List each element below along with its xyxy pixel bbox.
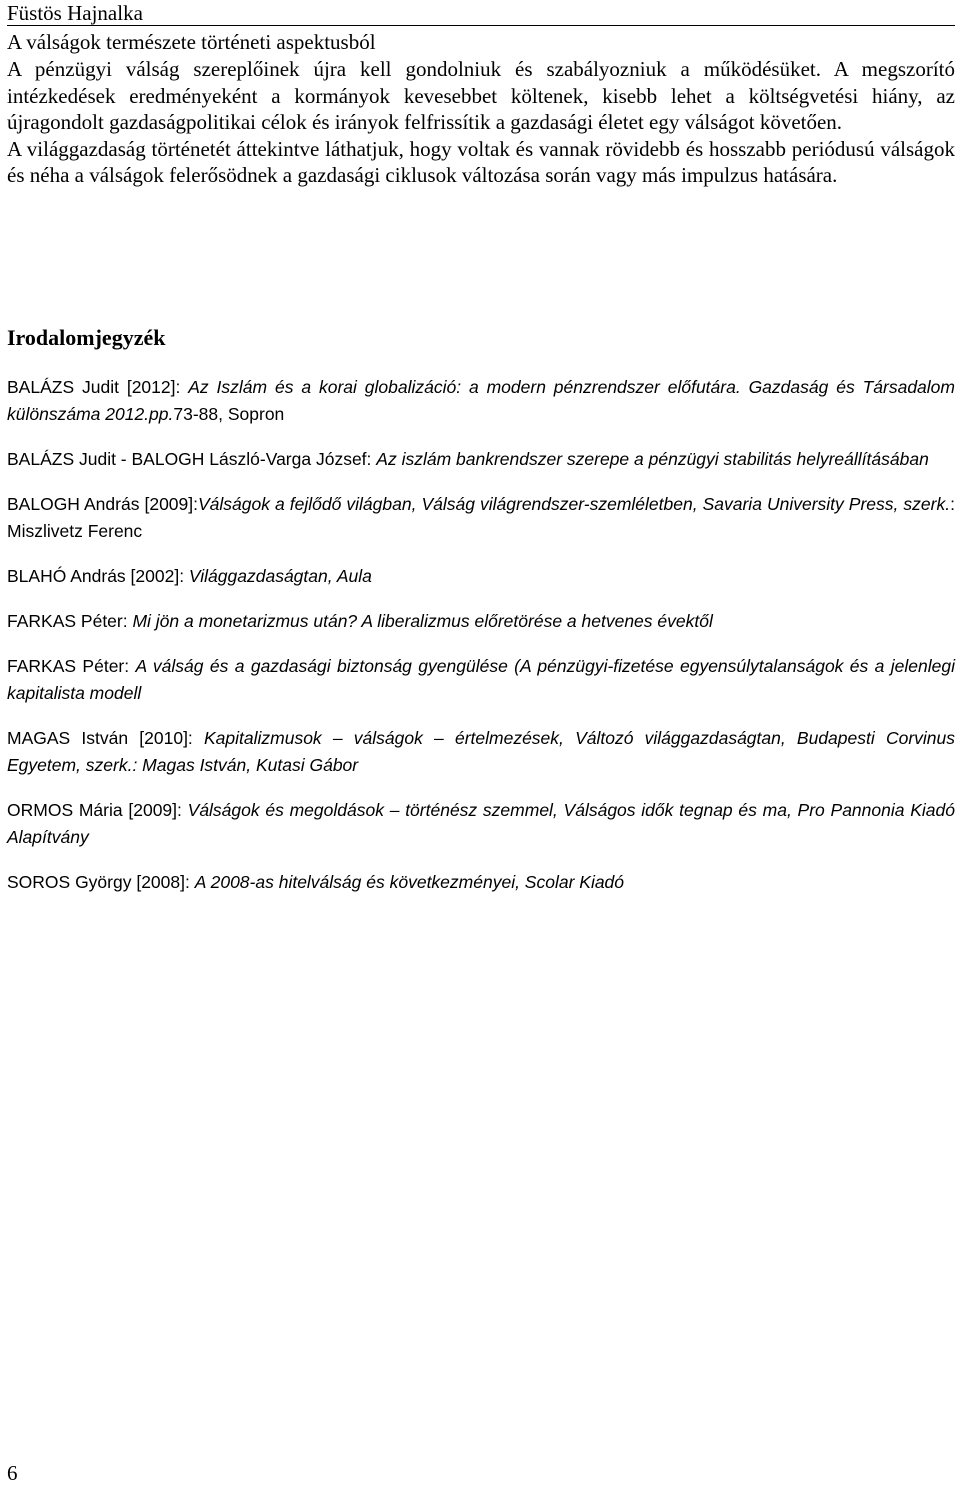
entry-title: A válság és a gazdasági biztonság gyengülése (A pénzügyi-fizetése egyensúlytalanságok és a jelenlegi kapitalista modell: [7, 656, 955, 703]
entry-author: MAGAS István [2010]:: [7, 728, 204, 748]
entry-author: BALÁZS Judit [2012]:: [7, 377, 189, 397]
entry-author: ORMOS Mária [2009]:: [7, 800, 188, 820]
running-header-author: Füstös Hajnalka: [7, 0, 955, 26]
bibliography-heading: Irodalomjegyzék: [7, 325, 166, 350]
bibliography-entry: [7, 725, 955, 779]
bibliography-entry: [7, 797, 955, 851]
entry-title: Világgazdaságtan, Aula: [188, 566, 372, 586]
bibliography-entry: [7, 608, 955, 635]
entry-details: 73-88, Sopron: [173, 404, 285, 424]
body-paragraph-2: A világgazdaság történetét áttekintve láthatjuk, hogy voltak és vannak rövidebb és hosszabb periódusú válságok és néha a válságok felerősödnek a gazdasági ciklusok változása során vagy más impulzus hatására.: [7, 136, 955, 187]
bibliography-entry: [7, 563, 955, 590]
entry-author: BLAHÓ András [2002]:: [7, 566, 189, 586]
entry-title: Az iszlám bankrendszer szerepe a pénzügyi stabilitás helyreállításában: [376, 449, 929, 469]
entry-title: Kapitalizmusok – válságok – értelmezések, Változó világgazdaságtan, Budapesti Corvinus Egyetem, szerk.: Magas István, Kutasi Gábor: [7, 728, 955, 775]
page-number: 6: [7, 1461, 18, 1485]
bibliography-entry: [7, 374, 955, 428]
bibliography-entry: [7, 653, 955, 707]
entry-author: BALÁZS Judit - BALOGH László-Varga József:: [7, 449, 377, 469]
entry-title: Válságok a fejlődő világban, Válság világrendszer-szemléletben, Savaria University Press, szerk.: [198, 494, 951, 514]
bibliography-list: [7, 374, 955, 914]
entry-details: : Miszlivetz Ferenc: [7, 494, 955, 541]
entry-author: BALOGH András [2009]:: [7, 494, 198, 514]
entry-author: FARKAS Péter:: [7, 611, 133, 631]
entry-author: SOROS György [2008]:: [7, 872, 195, 892]
entry-title: Válságok és megoldások – történész szemmel, Válságos idők tegnap és ma, Pro Pannonia Kiadó Alapítvány: [7, 800, 955, 847]
bibliography-entry: [7, 869, 955, 896]
entry-title: Mi jön a monetarizmus után? A liberalizmus előretörése a hetvenes évektől: [132, 611, 713, 631]
bibliography-entry: [7, 446, 955, 473]
bibliography-entry: [7, 491, 955, 545]
entry-title: A 2008-as hitelválság és következményei, Scolar Kiadó: [194, 872, 625, 892]
running-header-title: A válságok természete történeti aspektusból: [7, 30, 376, 54]
body-paragraph-1: A pénzügyi válság szereplőinek újra kell gondolniuk és szabályozniuk a működésüket. A megszorító intézkedések eredményeként a kormányok kevesebbet költenek, kisebb lehet a költségvetési hiány, az újragondolt gazdaságpolitikai célok és irányok felfrissítik a gazdasági életet egy válságot követően.: [7, 57, 955, 134]
document-page: [7, 0, 955, 892]
entry-author: FARKAS Péter:: [7, 656, 136, 676]
entry-title: Az Iszlám és a korai globalizáció: a modern pénzrendszer előfutára. Gazdaság és Társadalom különszáma 2012.pp.: [7, 377, 955, 424]
